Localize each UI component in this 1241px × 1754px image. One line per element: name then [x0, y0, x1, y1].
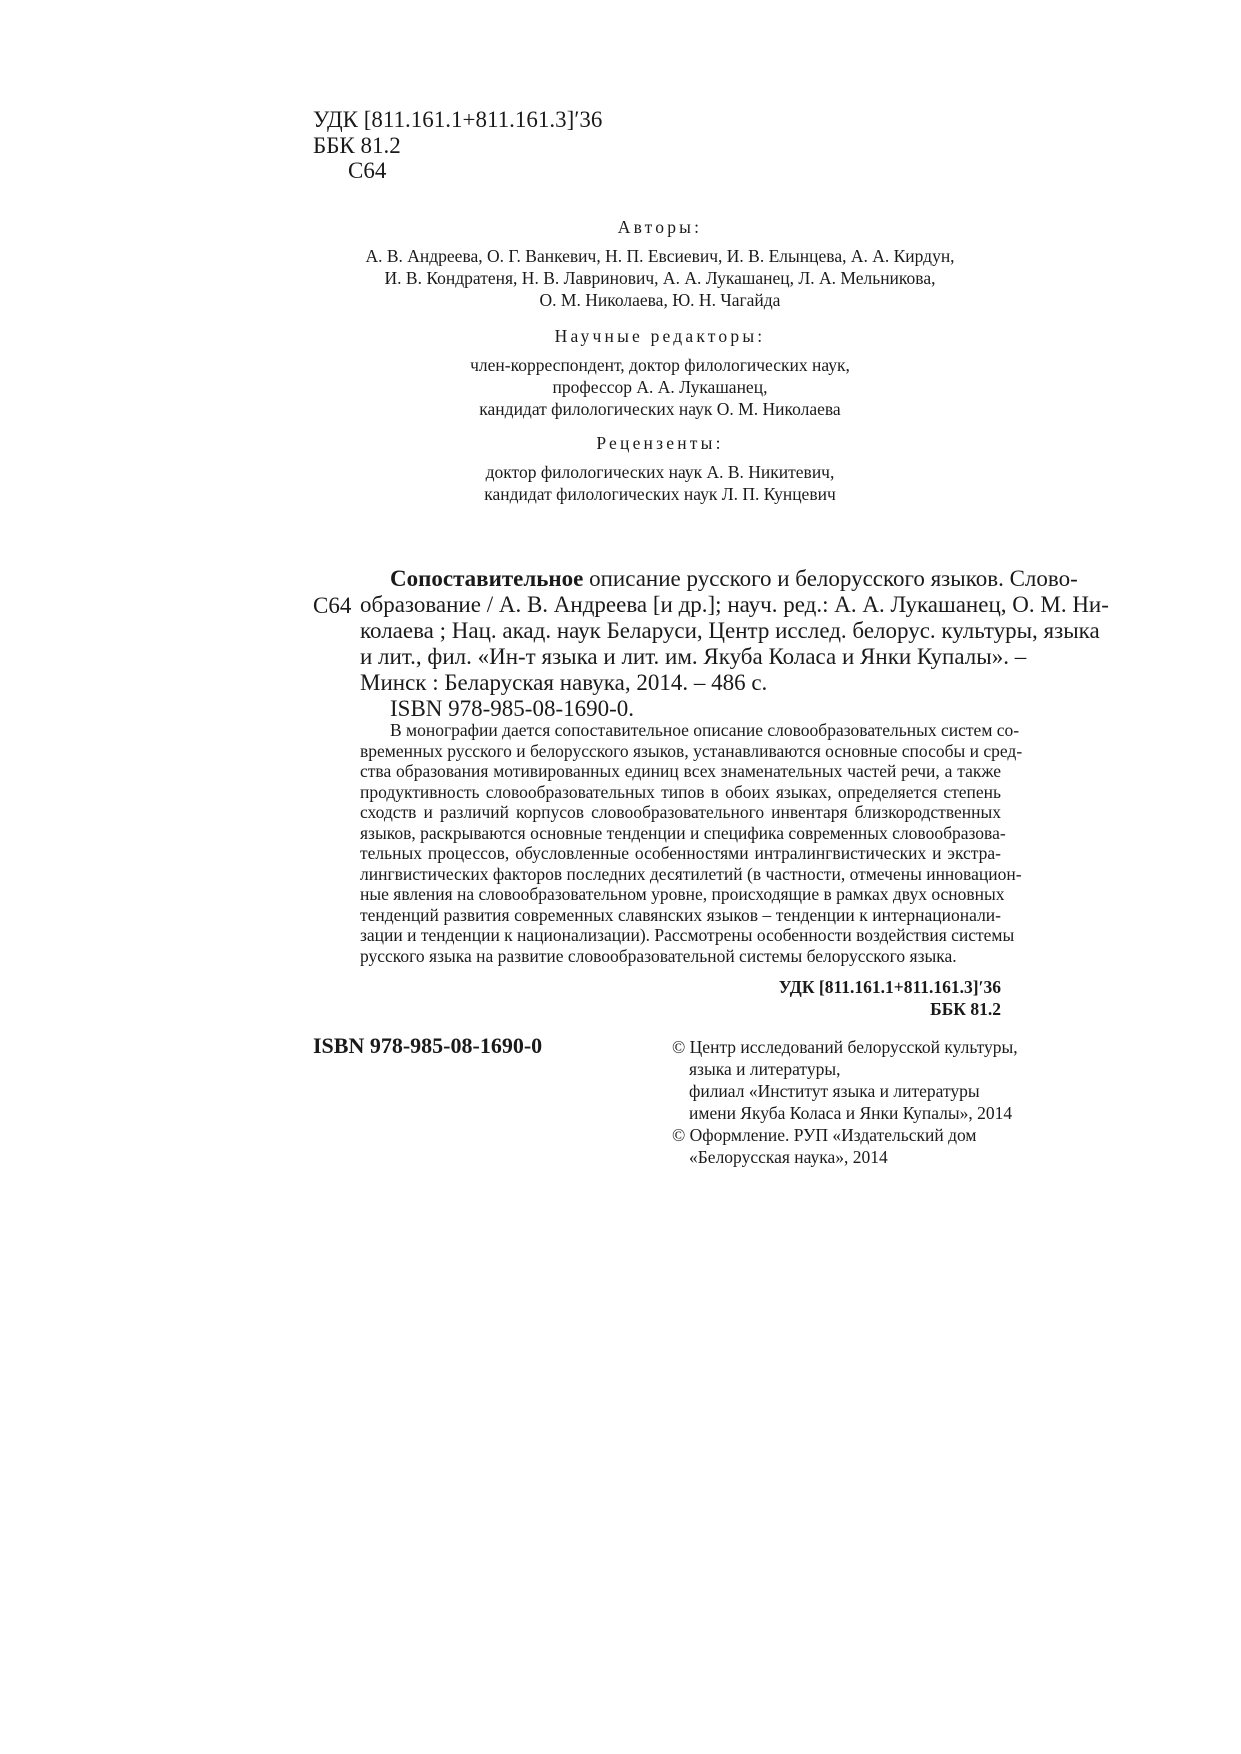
catalog-mark: С64: [313, 593, 352, 618]
catalog-line: Минск : Беларуская навука, 2014. – 486 с.: [360, 670, 768, 695]
reviewers-line: доктор филологических наук А. В. Никитевич,: [485, 462, 835, 482]
catalog-isbn: ISBN 978-985-08-1690-0.: [390, 696, 635, 721]
header-bbk: ББК 81.2: [313, 133, 401, 158]
editors-heading: Научные редакторы:: [554, 326, 766, 346]
copyright-line: «Белорусская наука», 2014: [689, 1147, 888, 1167]
catalog-line: образование / А. В. Андреева [и др.]; науч. ред.: А. А. Лукашанец, О. М. Ни-: [360, 592, 1109, 617]
copyright-line: языка и литературы,: [689, 1059, 841, 1079]
copyright-line: имени Якуба Коласа и Янки Купалы», 2014: [689, 1103, 1013, 1123]
catalog-entry: [360, 566, 1109, 722]
abstract: [360, 720, 1023, 966]
abstract-line: зации и тенденции к национализации). Рассмотрены особенности воздействия системы: [360, 925, 1015, 945]
header-udk: УДК [811.161.1+811.161.3]ʹ36: [313, 107, 603, 132]
reviewers-line: кандидат филологических наук Л. П. Кунцевич: [484, 484, 836, 504]
reviewers-list: [300, 461, 1020, 505]
catalog-title-line: [360, 566, 1078, 592]
abstract-line: тенденций развития современных славянских языков – тенденции к интернационали-: [360, 904, 1001, 925]
footer-isbn: ISBN 978-985-08-1690-0: [313, 1033, 543, 1058]
abstract-line: ные явления на словообразовательном уровне, происходящие в рамках двух основных: [360, 884, 1005, 904]
authors-line: А. В. Андреева, О. Г. Ванкевич, Н. П. Евсиевич, И. В. Елынцева, А. А. Кирдун,: [365, 246, 955, 266]
editors-list: [300, 354, 1020, 420]
abstract-line: временных русского и белорусского языков, устанавливаются основные способы и сред-: [360, 740, 1023, 761]
copyright-line: © Оформление. РУП «Издательский дом: [672, 1125, 977, 1145]
catalog-title-bold: Сопоставительное: [390, 566, 584, 591]
authors-line: О. М. Николаева, Ю. Н. Чагайда: [539, 290, 781, 310]
editors-line: кандидат филологических наук О. М. Николаева: [479, 399, 841, 419]
authors-list: [300, 245, 1020, 311]
editors-line: член-корреспондент, доктор филологических наук,: [470, 355, 850, 375]
copyright-line: © Центр исследований белорусской культуры,: [672, 1037, 1018, 1057]
authors-heading: Авторы:: [617, 217, 703, 237]
header-author-mark: С64: [348, 158, 387, 183]
copyright-line: филиал «Институт языка и литературы: [689, 1081, 980, 1101]
copyright-block: [672, 1036, 1018, 1168]
abstract-line: сходств и различий корпусов словообразовательного инвентаря близкородственных: [360, 802, 1001, 822]
catalog-line: колаева ; Нац. акад. наук Беларуси, Центр исслед. белорус. культуры, языка: [360, 618, 1100, 643]
classification-codes: [600, 976, 1001, 1020]
abstract-line: лингвистических факторов последних десятилетий (в частности, отмечены инновацион-: [360, 863, 1022, 884]
classification-udk: УДК [811.161.1+811.161.3]ʹ36: [778, 977, 1001, 997]
abstract-line: языков, раскрываются основные тенденции и специфика современных словообразова-: [360, 822, 1006, 843]
abstract-line: продуктивность словообразовательных типов в обоих языках, определяется степень: [360, 781, 1001, 802]
abstract-line: ства образования мотивированных единиц всех знаменательных частей речи, а также: [360, 761, 1001, 781]
abstract-line: В монографии дается сопоставительное описание словообразовательных систем со-: [390, 720, 1020, 740]
editors-line: профессор А. А. Лукашанец,: [552, 377, 768, 397]
abstract-line: русского языка на развитие словообразовательной системы белорусского языка.: [360, 945, 957, 966]
catalog-title-rest: описание русского и белорусского языков. Слово-: [583, 566, 1078, 591]
abstract-line: тельных процессов, обусловленные особенностями интралингвистических и экстра-: [360, 843, 1001, 863]
classification-bbk: ББК 81.2: [930, 999, 1001, 1019]
reviewers-heading: Рецензенты:: [596, 433, 724, 453]
catalog-line: и лит., фил. «Ин-т языка и лит. им. Якуба Коласа и Янки Купалы». –: [360, 644, 1027, 669]
authors-line: И. В. Кондратеня, Н. В. Лавринович, А. А. Лукашанец, Л. А. Мельникова,: [384, 268, 936, 288]
